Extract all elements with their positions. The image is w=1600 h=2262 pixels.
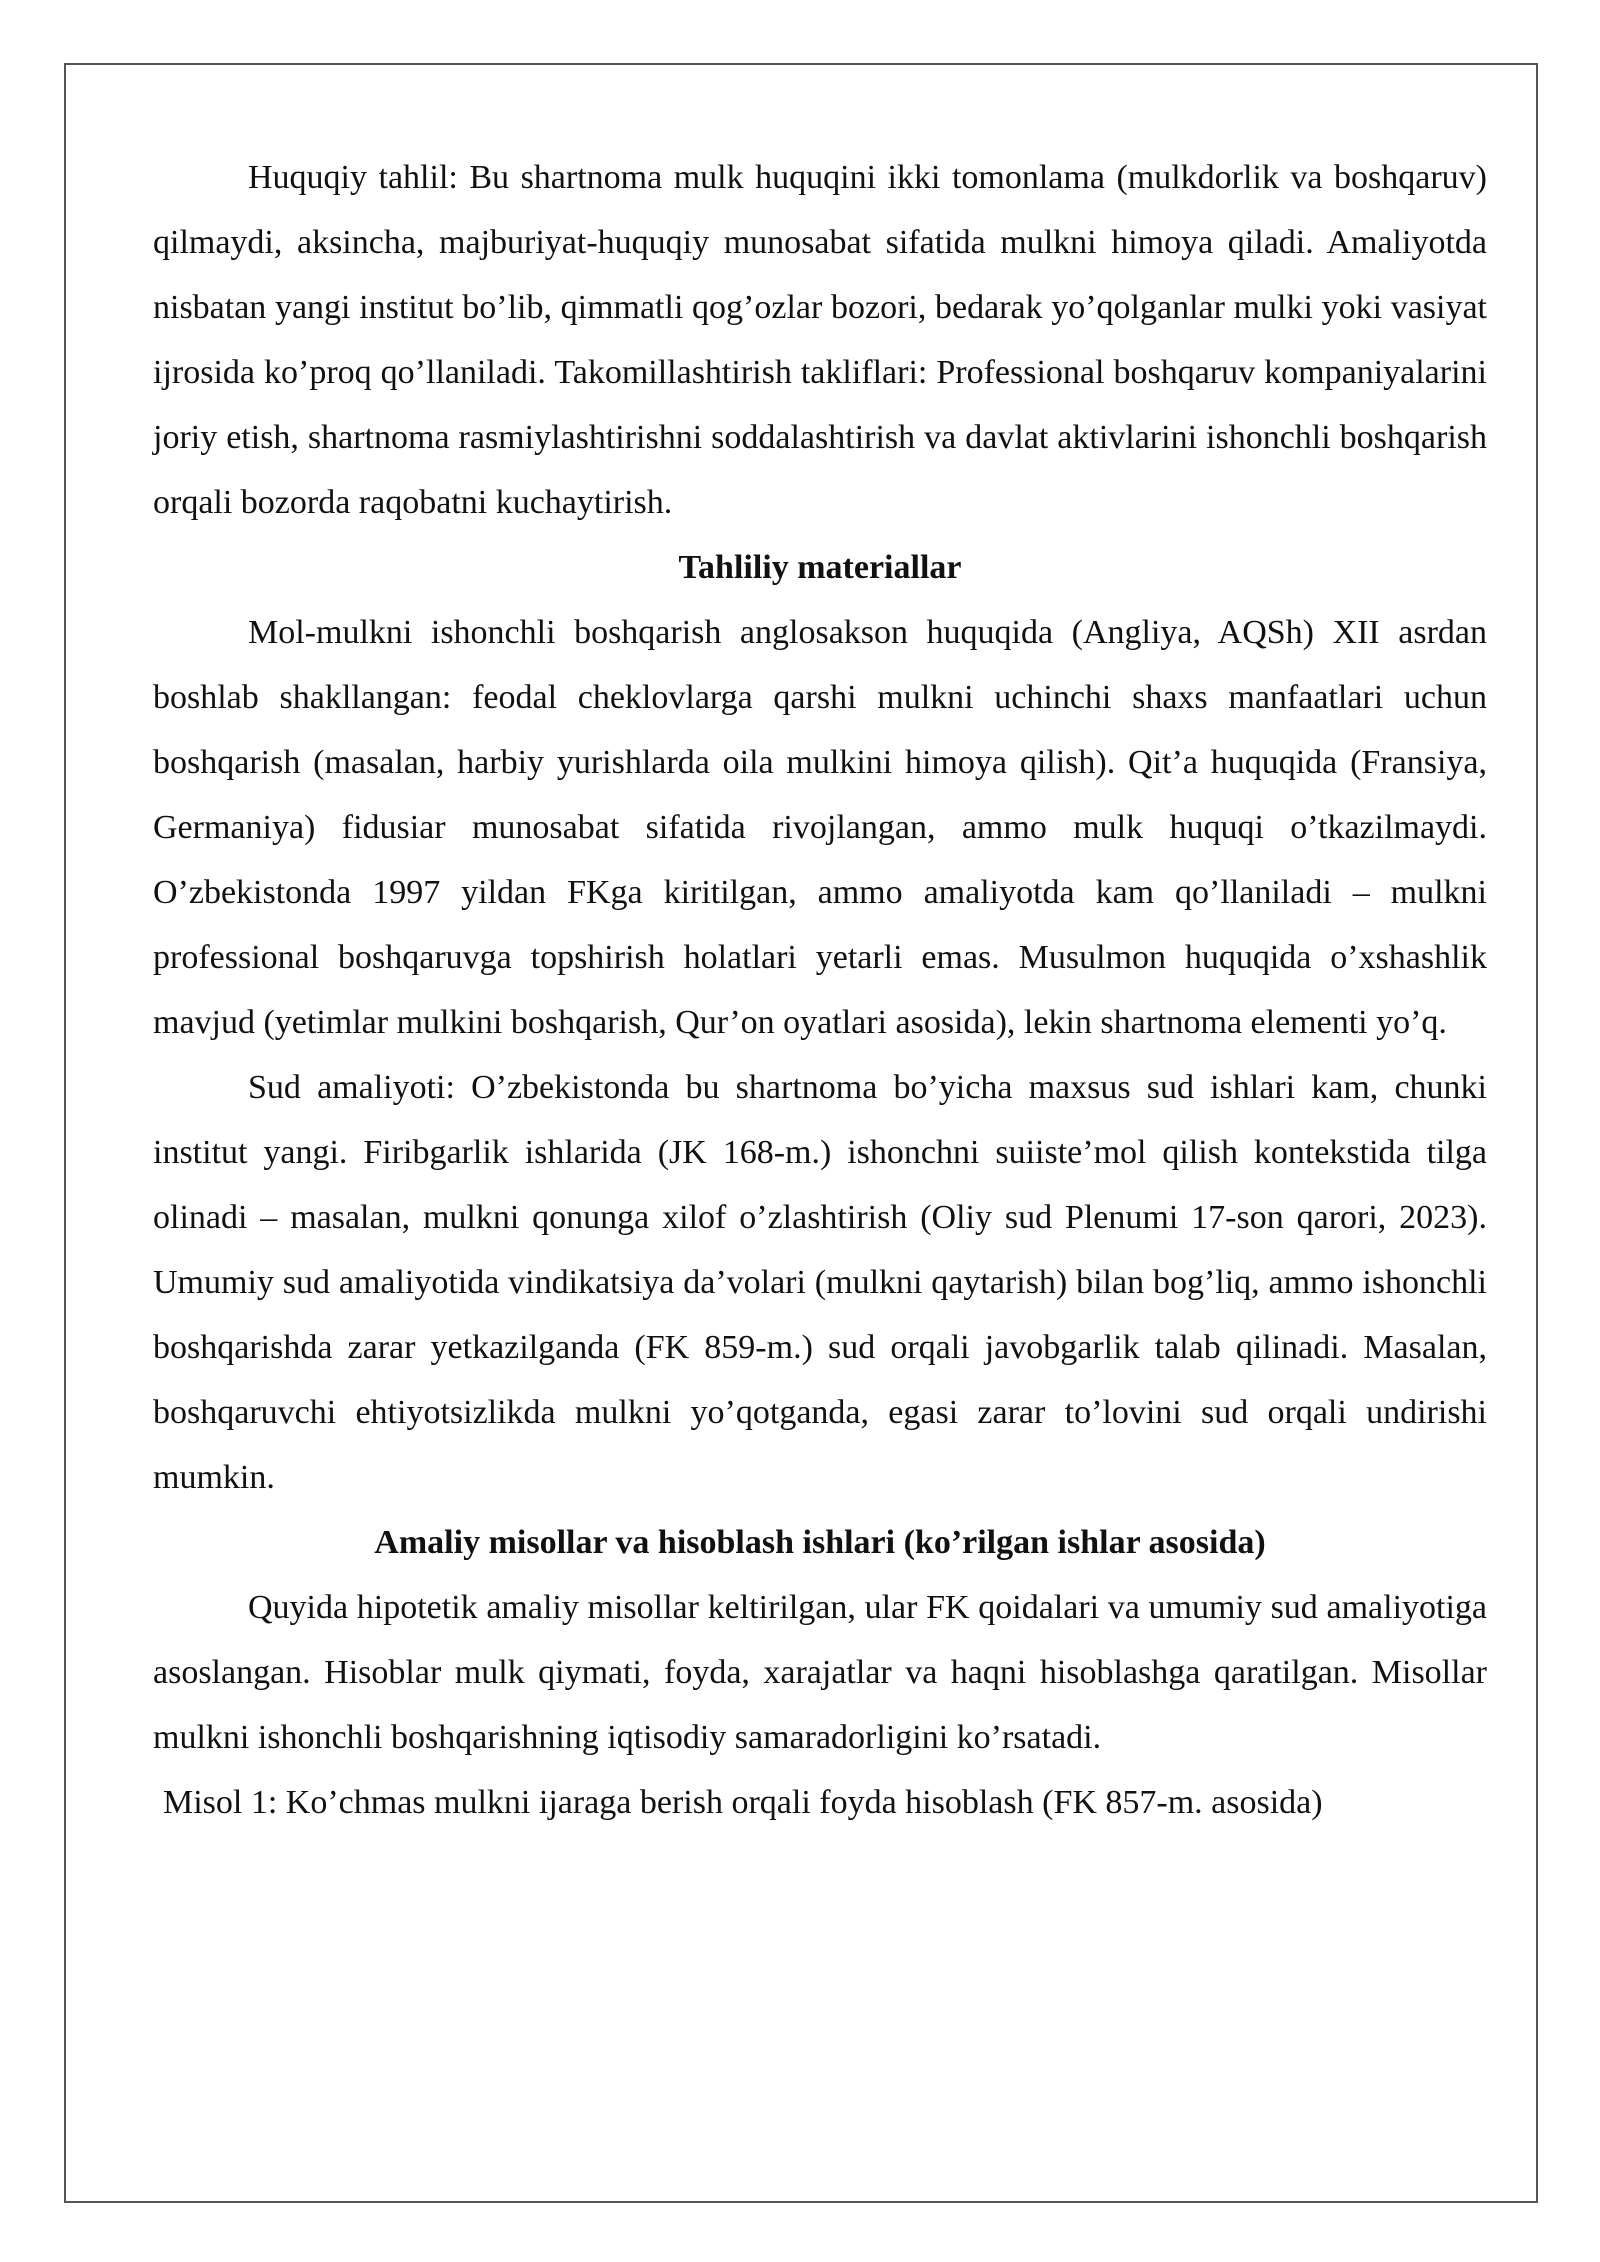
document-body: [153, 145, 1487, 1835]
paragraph-examples-intro: Quyida hipotetik amaliy misollar keltirilgan, ular FK qoidalari va umumiy sud amaliyotiga asoslangan. Hisoblar mulk qiymati, foyda, xarajatlar va haqni hisoblashga qaratilgan. Misollar mulkni ishonchli boshqarishning iqtisodiy samaradorligini ko’rsatadi.: [153, 1589, 1487, 1756]
paragraph-history: Mol-mulkni ishonchli boshqarish anglosakson huquqida (Angliya, AQSh) XII asrdan boshlab shakllangan: feodal cheklovlarga qarshi mulkni uchinchi shaxs manfaatlari uchun boshqarish (masalan, harbiy yurishlarda oila mulkini himoya qilish). Qit’a huquqida (Fransiya, Germaniya) fidusiar munosabat sifatida rivojlangan, ammo mulk huquqi o’tkazilmaydi. O’zbekistonda 1997 yildan FKga kiritilgan, ammo amaliyotda kam qo’llaniladi – mulkni professional boshqaruvga topshirish holatlari yetarli emas. Musulmon huquqida o’xshashlik mavjud (yetimlar mulkini boshqarish, Qur’on oyatlari asosida), lekin shartnoma elementi yo’q.: [153, 614, 1487, 1041]
heading-analytical-materials: Tahliliy materiallar: [678, 549, 962, 586]
paragraph-legal-analysis: Huquqiy tahlil: Bu shartnoma mulk huquqini ikki tomonlama (mulkdorlik va boshqaruv) qilmaydi, aksincha, majburiyat-huquqiy munosabat sifatida mulkni himoya qiladi. Amaliyotda nisbatan yangi institut bo’lib, qimmatli qog’ozlar bozori, bedarak yo’qolganlar mulki yoki vasiyat ijrosida ko’proq qo’llaniladi. Takomillashtirish takliflari: Professional boshqaruv kompaniyalarini joriy etish, shartnoma rasmiylashtirishni soddalashtirish va davlat aktivlarini ishonchli boshqarish orqali bozorda raqobatni kuchaytirish.: [153, 159, 1487, 521]
heading-practical-examples: Amaliy misollar va hisoblash ishlari (ko’rilgan ishlar asosida): [374, 1524, 1266, 1561]
paragraph-court-practice: Sud amaliyoti: O’zbekistonda bu shartnoma bo’yicha maxsus sud ishlari kam, chunki institut yangi. Firibgarlik ishlarida (JK 168-m.) ishonchni suiiste’mol qilish kontekstida tilga olinadi – masalan, mulkni qonunga xilof o’zlashtirish (Oliy sud Plenumi 17-son qarori, 2023). Umumiy sud amaliyotida vindikatsiya da’volari (mulkni qaytarish) bilan bog’liq, ammo ishonchli boshqarishda zarar yetkazilganda (FK 859-m.) sud orqali javobgarlik talab qilinadi. Masalan, boshqaruvchi ehtiyotsizlikda mulkni yo’qotganda, egasi zarar to’lovini sud orqali undirishi mumkin.: [153, 1069, 1487, 1496]
example-1-title: Misol 1: Ko’chmas mulkni ijaraga berish orqali foyda hisoblash (FK 857-m. asosida): [163, 1784, 1323, 1821]
